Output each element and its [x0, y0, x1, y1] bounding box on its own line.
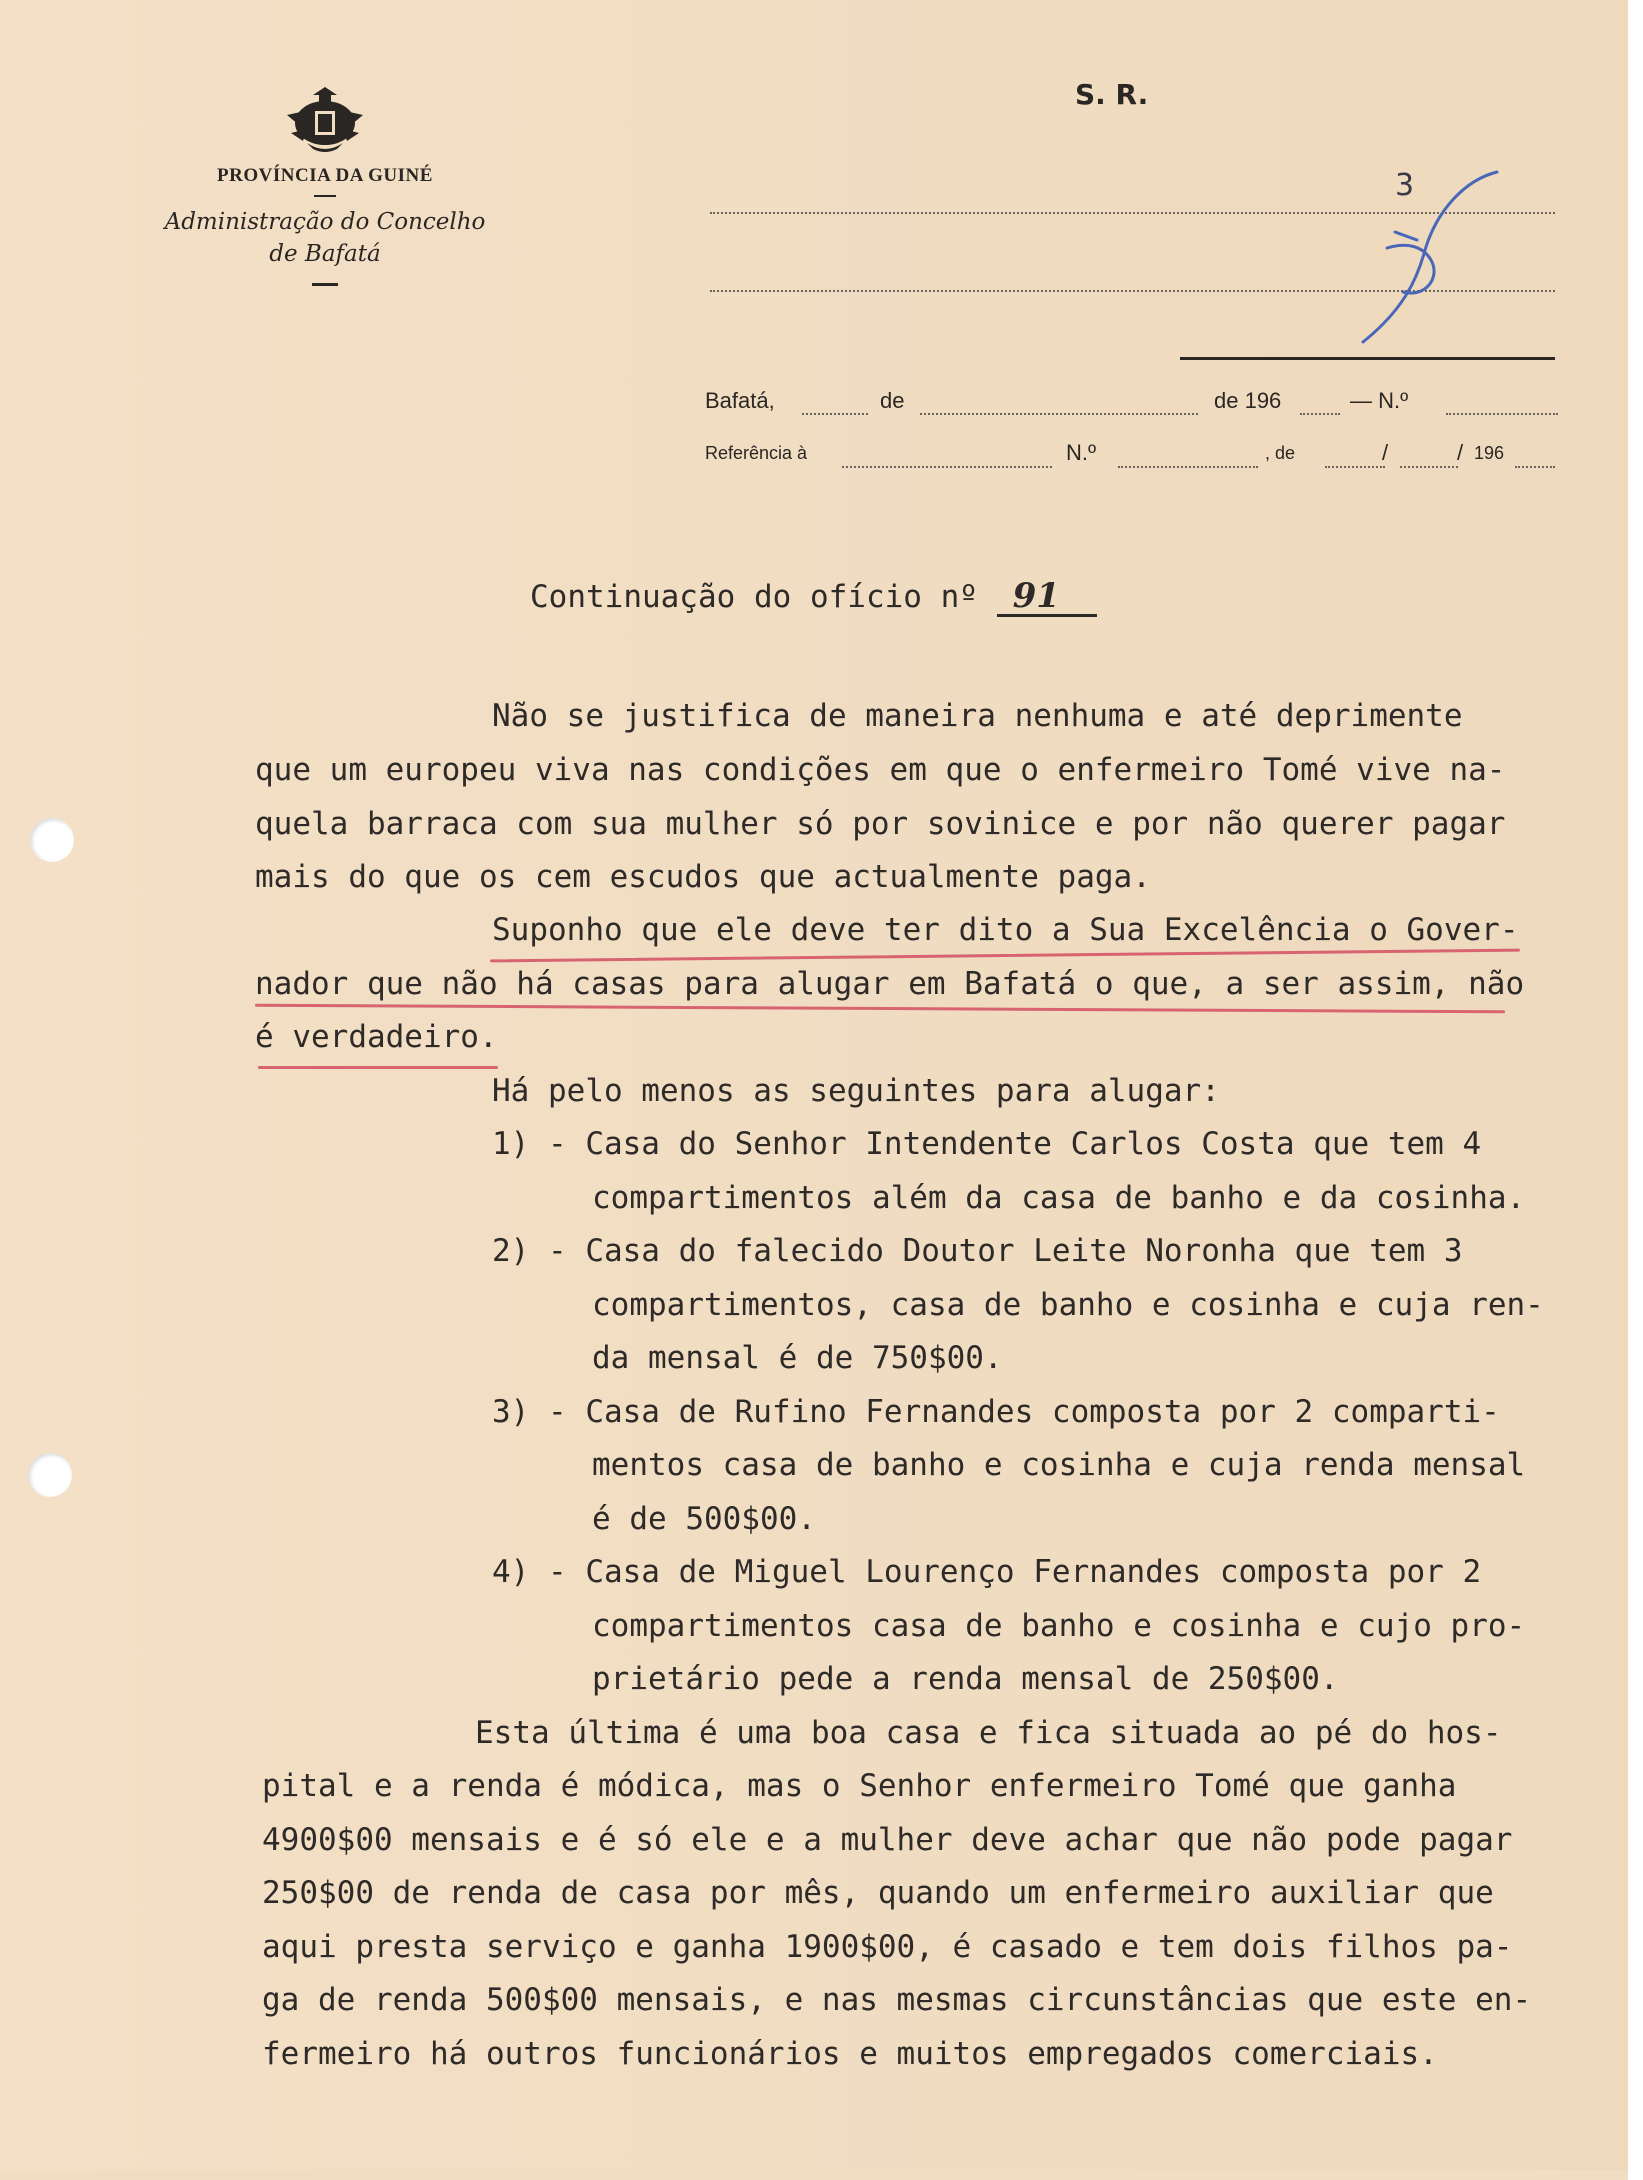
slash: /	[1382, 440, 1389, 465]
list-item-continuation: compartimentos casa de banho e cosinha e cujo pro-	[592, 1608, 1526, 1644]
list-item-continuation: é de 500$00.	[592, 1501, 816, 1537]
month-field	[920, 413, 1198, 415]
body-line: fermeiro há outros funcionários e muitos empregados comerciais.	[262, 2036, 1438, 2072]
place-label: Bafatá,	[705, 388, 775, 413]
body-line: mais do que os cem escudos que actualmente paga.	[255, 859, 1151, 895]
reference-de-label: , de	[1265, 443, 1296, 463]
day-field	[802, 413, 868, 415]
body-line: Suponho que ele deve ter dito a Sua Excelência o Gover-	[492, 912, 1519, 948]
year-label: de 196	[1214, 388, 1282, 413]
body-line: aqui presta serviço e ganha 1900$00, é casado e tem dois filhos pa-	[262, 1929, 1513, 1965]
body-line: Há pelo menos as seguintes para alugar:	[492, 1073, 1220, 1109]
list-item-continuation: mentos casa de banho e cosinha e cuja renda mensal	[592, 1447, 1526, 1483]
number-label: — N.º	[1350, 388, 1409, 413]
body-line: Esta última é uma boa casa e fica situada ao pé do hos-	[475, 1715, 1502, 1751]
subject-label: Continuação do ofício nº	[530, 579, 978, 615]
administration-line-2: de Bafatá	[269, 241, 381, 267]
list-item-continuation: prietário pede a renda mensal de 250$00.	[592, 1661, 1339, 1697]
body-line: 250$00 de renda de casa por mês, quando um enfermeiro auxiliar que	[262, 1875, 1494, 1911]
form-place	[705, 388, 775, 414]
list-item-continuation: da mensal é de 750$00.	[592, 1340, 1003, 1376]
reference-day-field	[1325, 466, 1385, 468]
subject-line	[530, 578, 1097, 617]
handwritten-annotation-icon	[1355, 160, 1515, 360]
letterhead	[140, 85, 510, 286]
list-item: 2) - Casa do falecido Doutor Leite Noronha que tem 3	[492, 1233, 1463, 1269]
body-line: ga de renda 500$00 mensais, e nas mesmas circunstâncias que este en-	[262, 1982, 1532, 2018]
list-item-continuation: compartimentos, casa de banho e cosinha e cuja ren-	[592, 1287, 1544, 1323]
list-item-continuation: compartimentos além da casa de banho e da cosinha.	[592, 1180, 1526, 1216]
reference-field	[842, 466, 1052, 468]
slash: /	[1457, 440, 1464, 465]
number-field	[1446, 413, 1558, 415]
reference-number-field	[1118, 466, 1258, 468]
scan-edge	[1628, 0, 1643, 2180]
body-line: que um europeu viva nas condições em que o enfermeiro Tomé vive na-	[255, 752, 1506, 788]
list-item: 3) - Casa de Rufino Fernandes composta por 2 comparti-	[492, 1394, 1500, 1430]
list-item: 4) - Casa de Miguel Lourenço Fernandes composta por 2	[492, 1554, 1482, 1590]
body-line: 4900$00 mensais e é só ele e a mulher deve achar que não pode pagar	[262, 1822, 1513, 1858]
body-line: nador que não há casas para alugar em Bafatá o que, a ser assim, não	[255, 966, 1525, 1002]
handwritten-office-number: 91	[997, 578, 1097, 617]
de-label: de	[880, 388, 905, 413]
classification-mark: S. R.	[1075, 78, 1149, 111]
reference-number-label: N.º	[1066, 440, 1097, 465]
list-item: 1) - Casa do Senhor Intendente Carlos Costa que tem 4	[492, 1126, 1482, 1162]
province-name: PROVÍNCIA DA GUINÉ	[217, 165, 433, 186]
reference-label: Referência à	[705, 443, 808, 463]
punch-hole-bottom	[28, 1453, 72, 1497]
divider	[314, 195, 336, 197]
reference-month-field	[1400, 466, 1458, 468]
handwritten-page-number: 3	[1395, 168, 1415, 203]
reference-year: 196	[1474, 443, 1505, 463]
body-line: Não se justifica de maneira nenhuma e até deprimente	[492, 698, 1463, 734]
divider	[312, 283, 338, 286]
red-underline	[258, 1066, 498, 1069]
body-line: quela barraca com sua mulher só por sovinice e por não querer pagar	[255, 806, 1506, 842]
coat-of-arms-icon	[277, 85, 373, 155]
administration-line-1: Administração do Concelho	[164, 209, 486, 235]
body-line: é verdadeiro.	[255, 1019, 498, 1055]
body-line: pital e a renda é módica, mas o Senhor enfermeiro Tomé que ganha	[262, 1768, 1457, 1804]
reference-year-field	[1515, 466, 1555, 468]
year-field	[1300, 413, 1340, 415]
